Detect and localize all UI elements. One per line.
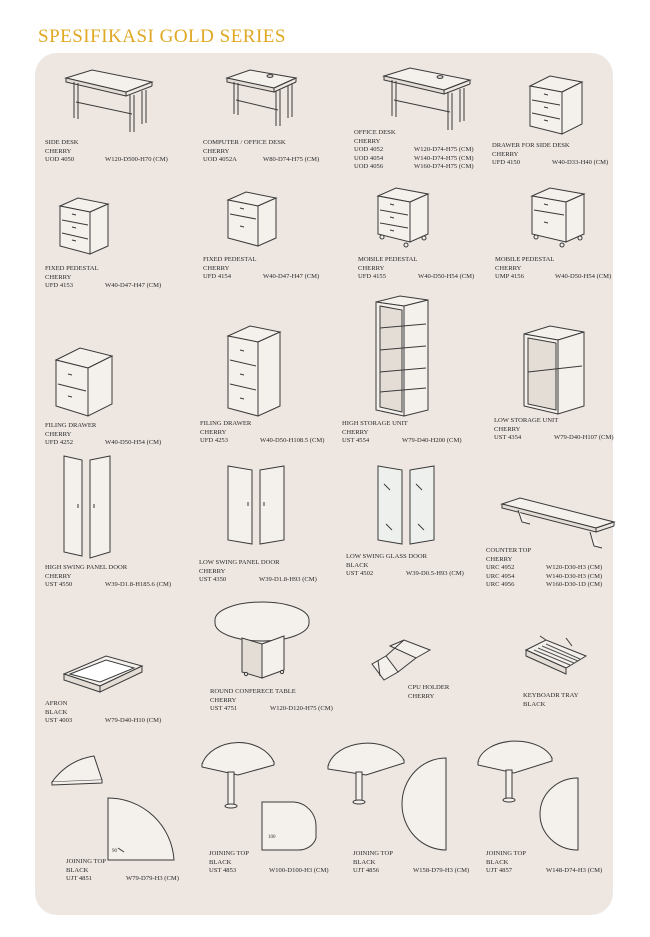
product-dim: W40-D33-H40 (CM): [552, 159, 609, 167]
keyboard-tray-illustration: [520, 632, 590, 680]
low-storage-label: [494, 417, 614, 443]
high-swing-door-label: [45, 564, 171, 590]
product-color: CHERRY: [45, 273, 72, 281]
joining-top-3-illustration: [326, 736, 466, 852]
office-desk-label: [354, 129, 474, 172]
jt2-mark: 100: [268, 835, 276, 840]
joining-top-2-label: [209, 850, 329, 876]
product-color: CHERRY: [45, 572, 72, 580]
product-color: CHERRY: [199, 567, 226, 575]
product-code: UOD 4050: [45, 156, 75, 164]
fixed-pedestal-1-label: [45, 265, 161, 291]
product-name: LOW SWING GLASS DOOR: [346, 553, 428, 560]
joining-top-1-illustration: [48, 752, 178, 862]
computer-desk-illustration: [224, 68, 298, 130]
jt1-mark: 90: [112, 849, 117, 854]
joining-top-4-label: [486, 850, 602, 876]
product-code: URC 4956: [486, 581, 515, 589]
product-name: DRAWER FOR SIDE DESK: [492, 142, 570, 149]
mobile-pedestal-2-label: [495, 256, 611, 282]
product-color: BLACK: [209, 858, 232, 866]
filing-drawer-2-illustration: [226, 324, 282, 418]
product-dim: W79-D40-H10 (CM): [105, 717, 162, 725]
product-code: UOD 4052: [354, 146, 384, 154]
side-desk-label: [45, 139, 168, 165]
product-code: UST 4751: [210, 705, 238, 713]
mobile-pedestal-2-illustration: [530, 186, 586, 248]
product-name: MOBILE PEDESTAL: [495, 256, 555, 263]
round-table-illustration: [212, 598, 312, 684]
low-glass-door-illustration: [376, 464, 438, 546]
product-code: UST 4853: [209, 867, 237, 875]
product-dim: W160-D30-1D (CM): [546, 581, 603, 589]
keyboard-tray-label: [523, 692, 579, 709]
product-code: UFD 4153: [45, 282, 74, 290]
product-name: FIXED PEDESTAL: [203, 256, 257, 263]
product-dim: W79-D40-H200 (CM): [402, 437, 462, 445]
product-name: FILING DRAWER: [200, 420, 252, 427]
product-color: BLACK: [66, 866, 89, 874]
fixed-pedestal-2-label: [203, 256, 319, 282]
cpu-holder-label: [408, 684, 449, 701]
product-name: JOINING TOP: [353, 850, 393, 857]
product-code: UST 4550: [45, 581, 73, 589]
product-color: CHERRY: [45, 147, 72, 155]
product-color: CHERRY: [492, 150, 519, 158]
product-dim: W40-D50-H54 (CM): [418, 273, 475, 281]
drawer-side-desk-label: [492, 142, 608, 168]
joining-top-2-illustration: [198, 734, 322, 854]
product-name: AFRON: [45, 700, 68, 707]
office-desk-illustration: [380, 66, 472, 134]
product-name: CPU HOLDER: [408, 684, 450, 691]
filing-drawer-1-illustration: [54, 346, 114, 418]
counter-top-illustration: [500, 496, 616, 554]
product-dim: W40-D47-H47 (CM): [105, 282, 162, 290]
product-code: UFD 4253: [200, 437, 229, 445]
product-name: FILING DRAWER: [45, 422, 97, 429]
product-name: HIGH SWING PANEL DOOR: [45, 564, 128, 571]
product-code: UOD 4052A: [203, 156, 237, 164]
product-code: UST 4003: [45, 717, 73, 725]
product-code: UJT 4851: [66, 875, 93, 883]
low-glass-door-label: [346, 553, 464, 579]
product-name: FIXED PEDESTAL: [45, 265, 99, 272]
joining-top-1-label: [66, 858, 179, 884]
product-dim: W120-D30-H3 (CM): [546, 564, 603, 572]
afron-label: [45, 700, 161, 726]
product-color: CHERRY: [494, 425, 521, 433]
product-dim: W80-D74-H75 (CM): [263, 156, 320, 164]
product-code: UST 4554: [342, 437, 370, 445]
product-dim: W100-D100-H3 (CM): [269, 867, 329, 875]
product-name: JOINING TOP: [486, 850, 526, 857]
page-title: SPESIFIKASI GOLD SERIES: [38, 26, 286, 47]
product-dim: W120-D74-H75 (CM): [414, 146, 474, 154]
product-code: URC 4952: [486, 564, 515, 572]
product-color: CHERRY: [358, 264, 385, 272]
product-name: ROUND CONFERECE TABLE: [210, 688, 296, 695]
product-code: UST 4354: [494, 434, 522, 442]
product-color: CHERRY: [486, 555, 513, 563]
filing-drawer-2-label: [200, 420, 324, 446]
mobile-pedestal-1-illustration: [376, 186, 430, 250]
product-dim: W140-D74-H75 (CM): [414, 154, 474, 162]
product-name: MOBILE PEDESTAL: [358, 256, 418, 263]
product-color: CHERRY: [408, 692, 435, 700]
product-name: LOW STORAGE UNIT: [494, 417, 559, 424]
drawer-side-desk-illustration: [528, 74, 584, 136]
product-code: UFD 4150: [492, 159, 521, 167]
product-dim: W40-D50-H54 (CM): [555, 273, 612, 281]
product-color: BLACK: [523, 700, 546, 708]
filing-drawer-1-label: [45, 422, 161, 448]
product-color: BLACK: [346, 561, 369, 569]
product-dim: W79-D40-H107 (CM): [554, 434, 614, 442]
product-name: COMPUTER / OFFICE DESK: [203, 139, 286, 146]
product-dim: W120-D500-H70 (CM): [105, 156, 168, 164]
product-code: UJT 4857: [486, 867, 513, 875]
joining-top-4-illustration: [476, 736, 592, 852]
side-desk-illustration: [62, 68, 154, 136]
product-color: CHERRY: [342, 428, 369, 436]
fixed-pedestal-1-illustration: [58, 196, 110, 256]
product-color: CHERRY: [200, 428, 227, 436]
product-color: CHERRY: [354, 137, 381, 145]
fixed-pedestal-2-illustration: [226, 190, 278, 248]
product-color: CHERRY: [45, 430, 72, 438]
product-color: CHERRY: [203, 147, 230, 155]
counter-top-label: [486, 547, 602, 590]
cpu-holder-illustration: [368, 638, 438, 682]
product-name: KEYBOADR TRAY: [523, 692, 579, 699]
product-dim: W39-D1.8-H93 (CM): [259, 576, 317, 584]
round-table-label: [210, 688, 333, 714]
product-code: UJT 4856: [353, 867, 380, 875]
product-color: CHERRY: [203, 264, 230, 272]
product-code: UOD 4054: [354, 154, 384, 162]
product-dim: W39-D0.5-H93 (CM): [406, 570, 464, 578]
product-code: UFD 4154: [203, 273, 232, 281]
product-name: COUNTER TOP: [486, 547, 532, 554]
product-dim: W39-D1.8-H185.6 (CM): [105, 581, 172, 589]
product-name: LOW SWING PANEL DOOR: [199, 559, 280, 566]
high-swing-door-illustration: [62, 454, 114, 560]
product-name: SIDE DESK: [45, 139, 79, 146]
low-swing-door-label: [199, 559, 317, 585]
product-name: HIGH STORAGE UNIT: [342, 420, 408, 427]
product-name: JOINING TOP: [209, 850, 249, 857]
product-code: UST 4350: [199, 576, 227, 584]
product-dim: W40-D50-H54 (CM): [105, 439, 162, 447]
product-dim: W40-D50-H108.5 (CM): [260, 437, 325, 445]
low-storage-illustration: [522, 324, 586, 416]
product-code: URC 4954: [486, 572, 515, 580]
product-code: UFD 4155: [358, 273, 387, 281]
product-dim: W40-D47-H47 (CM): [263, 273, 320, 281]
product-code: UFD 4252: [45, 439, 74, 447]
afron-illustration: [62, 652, 144, 694]
product-name: JOINING TOP: [66, 858, 106, 865]
product-name: OFFICE DESK: [354, 129, 396, 136]
mobile-pedestal-1-label: [358, 256, 474, 282]
product-color: BLACK: [353, 858, 376, 866]
product-color: CHERRY: [210, 696, 237, 704]
computer-desk-label: [203, 139, 319, 165]
product-code: UOD 4056: [354, 163, 384, 171]
high-storage-label: [342, 420, 462, 446]
product-dim: W140-D30-H3 (CM): [546, 572, 603, 580]
product-dim: W120-D120-H75 (CM): [270, 705, 333, 713]
product-color: BLACK: [45, 708, 68, 716]
high-storage-illustration: [374, 294, 430, 418]
product-code: UMP 4156: [495, 273, 524, 281]
product-color: BLACK: [486, 858, 509, 866]
joining-top-3-label: [353, 850, 469, 876]
product-color: CHERRY: [495, 264, 522, 272]
product-dim: W158-D79-H3 (CM): [413, 867, 470, 875]
low-swing-door-illustration: [226, 464, 288, 546]
product-dim: W160-D74-H75 (CM): [414, 163, 474, 171]
product-code: UST 4502: [346, 570, 374, 578]
product-dim: W79-D79-H3 (CM): [126, 875, 179, 883]
product-dim: W148-D74-H3 (CM): [546, 867, 603, 875]
